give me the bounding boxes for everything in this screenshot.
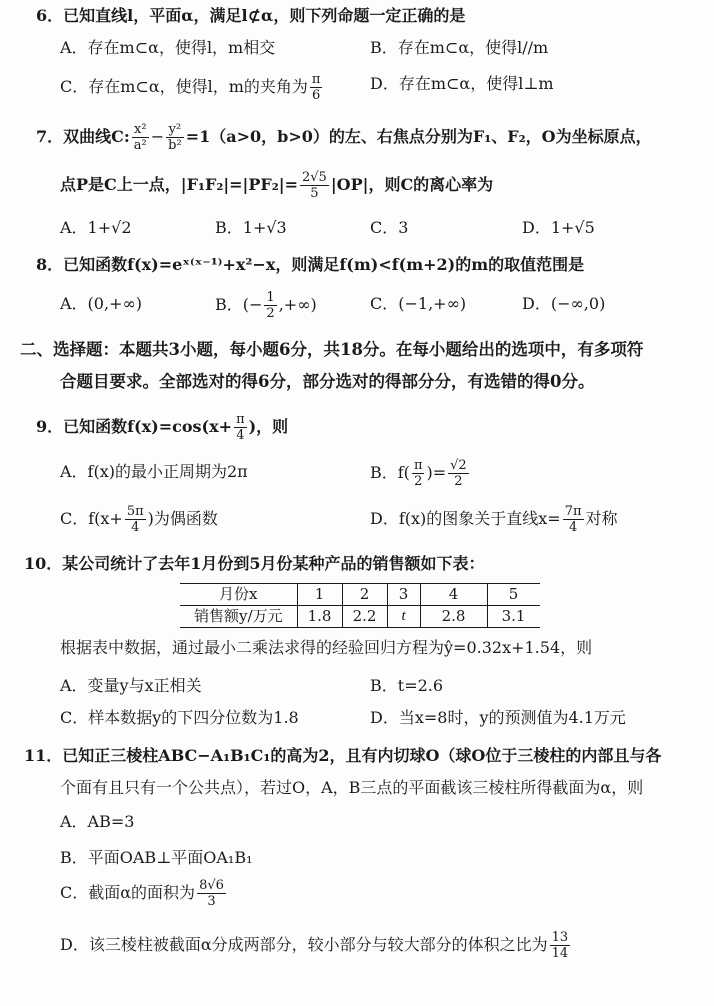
q6-option-c-fraction [310,72,323,103]
frac-num: π [311,72,321,87]
q11-option-c [60,878,228,909]
q7-fraction-x [132,122,149,153]
q11-option-c-pre: C．截面α的面积为 [60,883,196,902]
q6-option-b: B．存在m⊂α，使得l//m [370,38,549,57]
table-header-row [180,584,540,606]
q9-option-b-mid: )= [426,463,447,482]
q10-option-b: B．t=2.6 [370,676,444,695]
q7-line2-post: |OP|，则C的离心率为 [330,175,494,194]
table-cell: 5 [487,584,540,606]
q11-number: 11． [24,746,63,765]
frac-num: y² [166,122,184,138]
frac-num: 2√5 [302,170,327,185]
q9-option-c [60,504,218,535]
table-cell: 销售额y/万元 [194,607,283,625]
q6-option-d: D．存在m⊂α，使得l⊥m [370,74,554,93]
q9-stem-pre: 已知函数f(x)=cos(x+ [63,417,233,436]
section2-instructions-line1: 二、选择题：本题共3小题，每小题6分，共18分。在每小题给出的选项中，有多项符 [20,340,644,359]
table-cell: 2.8 [420,606,487,628]
q8-option-c: C．(−1,+∞) [370,294,467,313]
frac-den: 4 [568,520,578,535]
frac-num: √2 [450,458,467,473]
frac-den: 2 [414,474,423,489]
q9-option-c-post: )为偶函数 [147,509,218,528]
q6-number: 6． [36,6,64,25]
table-cell: 4 [420,584,487,606]
frac-den: 2 [266,306,275,321]
q7-number: 7． [36,127,64,146]
q9-option-b [370,458,471,489]
q8-option-d: D．(−∞,0) [522,294,606,313]
frac-den: 4 [131,520,140,535]
q11-stem: 已知正三棱柱ABC−A₁B₁C₁的高为2，且有内切球O（球O位于三棱柱的内部且与各 [62,746,662,765]
table-cell: t [387,606,420,628]
frac-den: 4 [236,428,245,443]
q6-option-a: A．存在m⊂α，使得l，m相交 [60,38,276,57]
q6-option-c [60,72,324,103]
q7-stem-pre: 双曲线C: [63,127,130,146]
frac-den: 2 [454,474,463,489]
q7-option-d: D．1+√5 [522,218,595,237]
q7-stem-post: =1（a>0，b>0）的左、右焦点分别为F₁、F₂，O为坐标原点， [185,127,652,146]
q8-number: 8． [36,255,64,274]
frac-den: 3 [207,894,216,909]
q9-option-d-fraction [563,504,584,535]
q8-stem-line [36,253,584,277]
q7-option-b: B．1+√3 [215,218,287,237]
q11-option-d [60,930,572,961]
q7-line2-pre: 点P是C上一点，|F₁F₂|=|PF₂|= [60,175,298,194]
table-cell: 3.1 [487,606,540,628]
q7-option-a: A．1+√2 [60,218,132,237]
q6-option-c-text: C．存在m⊂α，使得l，m的夹角为 [60,77,308,96]
table-cell: 月份x [180,584,297,606]
q11-option-a: A．AB=3 [60,812,135,831]
q8-option-b-fraction [264,290,276,321]
sales-table [180,583,540,628]
q8-option-a: A．(0,+∞) [60,294,143,313]
q10-option-d: D．当x=8时，y的预测值为4.1万元 [370,708,626,727]
table-cell: 2.2 [342,606,387,628]
q7-fraction-y [166,122,184,153]
q10-number: 10． [24,554,63,573]
frac-num: 7π [564,504,582,519]
table-row [180,606,540,628]
q9-option-a: A．f(x)的最小正周期为2π [60,462,248,481]
frac-num: π [413,458,423,473]
q11-option-c-fraction [197,878,226,909]
q9-stem-line [36,412,288,443]
frac-den: 14 [551,946,569,961]
q7-minus: − [150,127,165,146]
section2-instructions-line2: 合题目要求。全部选对的得6分，部分选对的得部分分，有选错的得0分。 [60,372,595,391]
q9-option-d-post: 对称 [585,509,618,528]
q11-line2: 个面有且只有一个公共点），若过O，A，B三点的平面截该三棱柱所得截面为α，则 [60,778,644,797]
frac-den: 5 [310,186,319,201]
table-cell: 1 [297,584,342,606]
frac-num: 1 [266,290,275,305]
q9-option-b-pre: B．f( [370,463,410,482]
frac-den: 6 [312,88,321,103]
q9-fraction [234,412,247,443]
q8-option-b-post: ,+∞) [278,295,317,314]
q9-stem-post: )，则 [248,417,289,436]
q9-option-b-fraction1 [412,458,425,489]
q7-option-c: C．3 [370,218,409,237]
q7-line2 [60,170,493,201]
q10-option-c: C．样本数据y的下四分位数为1.8 [60,708,299,727]
frac-num: 5π [126,504,144,519]
q11-option-d-pre: D．该三棱柱被截面α分成两部分，较小部分与较大部分的体积之比为 [60,935,548,954]
frac-num: x² [132,122,149,138]
q10-line2: 根据表中数据，通过最小二乘法求得的经验回归方程为ŷ=0.32x+1.54，则 [60,638,593,657]
frac-den: b² [168,138,182,153]
frac-num: π [236,412,245,427]
q10-option-a: A．变量y与x正相关 [60,676,202,695]
q8-stem: 已知函数f(x)=eˣ⁽ˣ⁻¹⁾+x²−x，则满足f(m)<f(m+2)的m的取值范围是 [63,255,585,274]
q8-option-b [215,290,317,321]
q7-line2-fraction [300,170,329,201]
q11-option-b: B．平面OAB⊥平面OA₁B₁ [60,848,253,867]
q6-stem-line [36,4,465,28]
q9-option-b-fraction2 [448,458,469,489]
q11-option-d-fraction [550,930,571,961]
q9-option-c-pre: C．f(x+ [60,509,123,528]
q10-stem-line [24,552,485,576]
q8-option-b-pre: B．(− [215,295,263,314]
q9-number: 9． [36,417,64,436]
frac-num: 13 [551,930,569,945]
q10-stem: 某公司统计了去年1月份到5月份某种产品的销售额如下表： [62,554,485,573]
table-cell: 1.8 [297,606,342,628]
q11-stem-line [24,744,661,768]
frac-den: a² [133,138,147,153]
q6-stem: 已知直线l，平面α，满足l⊄α，则下列命题一定正确的是 [63,6,466,25]
q9-option-c-fraction [125,504,146,535]
q7-stem-line [36,122,652,153]
q9-option-d-pre: D．f(x)的图象关于直线x= [370,509,561,528]
table-cell: 2 [342,584,387,606]
q9-option-d [370,504,618,535]
frac-num: 8√6 [199,878,224,893]
table-cell: 3 [387,584,420,606]
